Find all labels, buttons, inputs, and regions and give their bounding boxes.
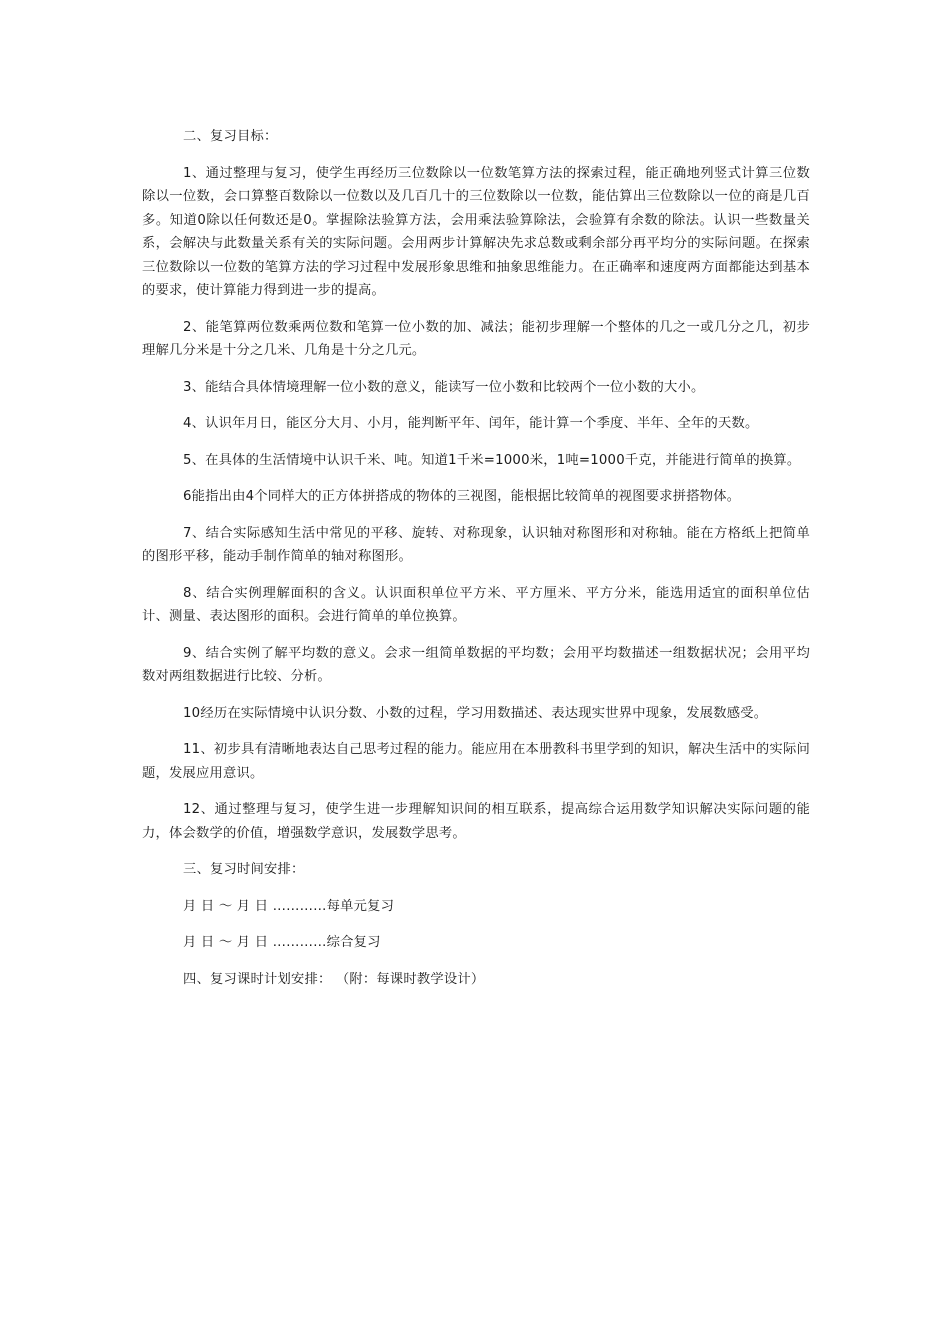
goal-item-7: 7、结合实际感知生活中常见的平移、旋转、对称现象，认识轴对称图形和对称轴。能在方格纸上把简单的图形平移，能动手制作简单的轴对称图形。: [142, 525, 810, 564]
goal-item-10: 10经历在实际情境中认识分数、小数的过程，学习用数描述、表达现实世界中现象，发展数感受。: [183, 705, 768, 721]
goal-item-4: 4、认识年月日，能区分大月、小月，能判断平年、闰年，能计算一个季度、半年、全年的天数。: [183, 416, 759, 431]
goal-item-6: 6能指出由4个同样大的正方体拼搭成的物体的三视图，能根据比较简单的视图要求拼搭物体。: [183, 489, 741, 504]
schedule-line-unit-review: 月 日 ～ 月 日 …………每单元复习: [183, 898, 395, 914]
goal-item-2: 2、能笔算两位数乘两位数和笔算一位小数的加、减法；能初步理解一个整体的几之一或几分之几，初步理解几分米是十分之几米、几角是十分之几元。: [142, 319, 810, 358]
goal-item-11: 11、初步具有清晰地表达自己思考过程的能力。能应用在本册教科书里学到的知识，解决生活中的实际问题，发展应用意识。: [142, 742, 810, 781]
section-heading-review-goals: 二、复习目标：: [183, 129, 278, 144]
goal-item-5: 5、在具体的生活情境中认识千米、吨。知道1千米=1000米，1吨=1000千克，并能进行简单的换算。: [183, 452, 801, 468]
goal-item-12: 12、通过整理与复习，使学生进一步理解知识间的相互联系，提高综合运用数学知识解决实际问题的能力，体会数学的价值，增强数学意识，发展数学思考。: [142, 802, 810, 841]
document-body: [142, 125, 810, 1004]
goal-item-8: 8、结合实例理解面积的含义。认识面积单位平方米、平方厘米、平方分米，能选用适宜的面积单位估计、测量、表达图形的面积。会进行简单的单位换算。: [142, 585, 810, 624]
schedule-line-comprehensive-review: 月 日 ～ 月 日 …………综合复习: [183, 935, 381, 950]
section-heading-review-schedule: 三、复习时间安排：: [183, 862, 305, 877]
goal-item-9: 9、结合实例了解平均数的意义。会求一组简单数据的平均数；会用平均数描述一组数据状况；会用平均数对两组数据进行比较、分析。: [142, 645, 810, 684]
goal-item-3: 3、能结合具体情境理解一位小数的意义，能读写一位小数和比较两个一位小数的大小。: [183, 379, 705, 395]
goal-item-1: 1、通过整理与复习，使学生再经历三位数除以一位数笔算方法的探索过程，能正确地列竖式计算三位数除以一位数，会口算整百数除以一位数以及几百几十的三位数除以一位数，能估算出三位数除以一位的商是几百多。知道0除以任何数还是0。掌握除法验算方法，会用乘法验算除法，会验算有余数的除法。认识一些数量关系，会解决与此数量关系有关的实际问题。会用两步计算解决先求总数或剩余部分再平均分的实际问题。在探索三位数除以一位数的笔算方法的学习过程中发展形象思维和抽象思维能力。在正确率和速度两方面都能达到基本的要求，使计算能力得到进一步的提高。: [142, 165, 810, 298]
section-heading-lesson-plan: 四、复习课时计划安排： （附：每课时教学设计）: [183, 971, 485, 987]
